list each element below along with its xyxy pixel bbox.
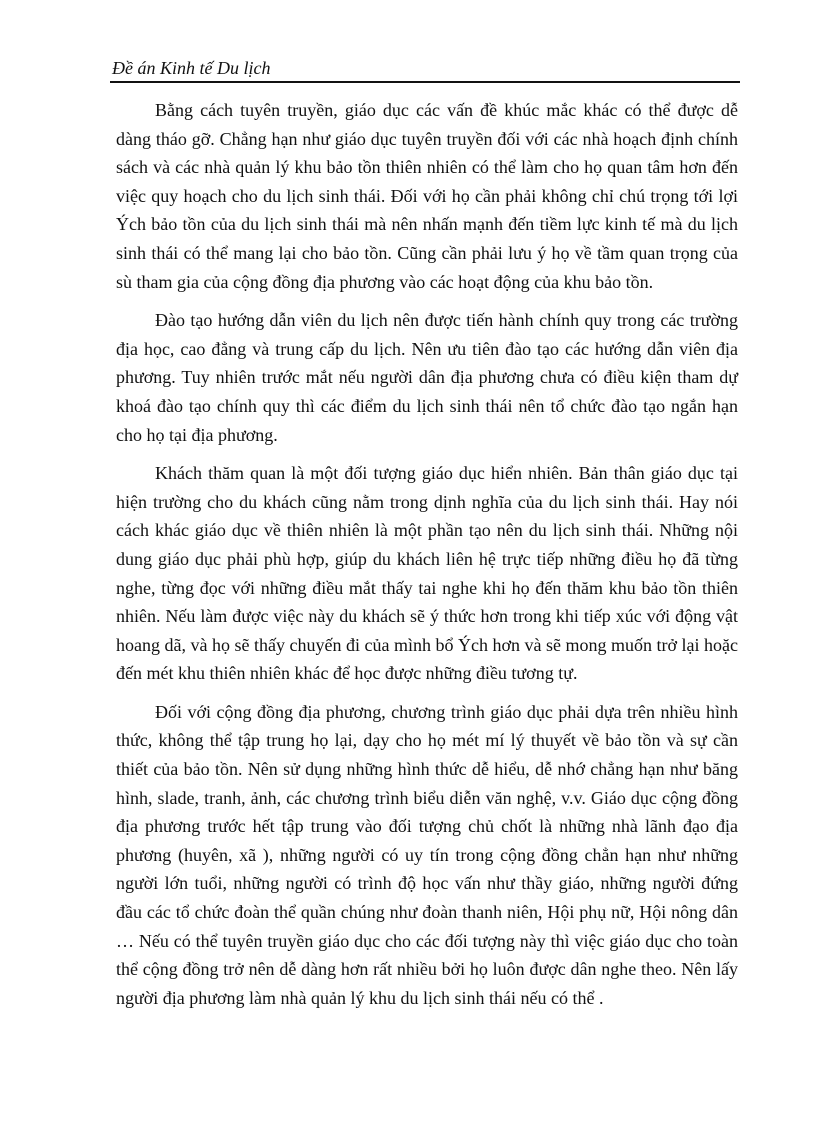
page-header xyxy=(110,54,740,83)
document-body xyxy=(116,96,738,1022)
paragraph-guide-training: Đào tạo hướng dẫn viên du lịch nên được tiến hành chính quy trong các trường địa học, cao đẳng và trung cấp du lịch. Nên ưu tiên đào tạo các hướng dẫn viên địa phương. Tuy nhiên trước mắt nếu người dân địa phương chưa có điều kiện tham dự khoá đào tạo chính quy thì các điểm du lịch sinh thái nên tổ chức đào tạo ngắn hạn cho họ tại địa phương. xyxy=(116,310,738,445)
paragraph-awareness-education: Bằng cách tuyên truyền, giáo dục các vấn đề khúc mắc khác có thể được dễ dàng tháo gỡ. Chẳng hạn như giáo dục tuyên truyền đối với các nhà hoạch định chính sách và các nhà quản lý khu bảo tồn thiên nhiên có thể làm cho họ quan tâm hơn đến việc quy hoạch cho du lịch sinh thái. Đối với họ cần phải không chỉ chú trọng tới lợi Ých bảo tồn của du lịch sinh thái mà nên nhấn mạnh đến tiềm lực kinh tế mà du lịch sinh thái có thể mang lại cho bảo tồn. Cũng cần phải lưu ý họ về tầm quan trọng của sù tham gia của cộng đồng địa phương vào các hoạt động của khu bảo tồn. xyxy=(116,100,738,292)
paragraph-community-education: Đối với cộng đồng địa phương, chương trình giáo dục phải dựa trên nhiều hình thức, không thể tập trung họ lại, dạy cho họ mét mí lý thuyết về bảo tồn và sự cần thiết của bảo tồn. Nên sử dụng những hình thức dễ hiểu, dễ nhớ chẳng hạn như băng hình, slade, tranh, ảnh, các chương trình biểu diễn văn nghệ, v.v. Giáo dục cộng đồng địa phương trước hết tập trung vào đối tượng chủ chốt là những nhà lãnh đạo địa phương (huyên, xã ), những người có uy tín trong cộng đồng chẳn hạn như những người lớn tuổi, những người có trình độ học vấn như thầy giáo, những người đứng đầu các tổ chức đoàn thể quần chúng như đoàn thanh niên, Hội phụ nữ, Hội nông dân … Nếu có thể tuyên truyền giáo dục cho các đối tượng này thì việc giáo dục cho toàn thể cộng đồng trở nên dễ dàng hơn rất nhiều bởi họ luôn được dân nghe theo. Nên lấy người địa phương làm nhà quản lý khu du lịch sinh thái nếu có thể . xyxy=(116,701,738,1008)
document-title: Đề án Kinh tế Du lịch xyxy=(112,58,271,78)
paragraph-visitor-education: Khách thăm quan là một đối tượng giáo dục hiển nhiên. Bản thân giáo dục tại hiện trường cho du khách cũng nằm trong dịnh nghĩa của du lịch sinh thái. Hay nói cách khác giáo dục về thiên nhiên là một phần tạo nên du lịch sinh thái. Những nội dung giáo dục phải phù hợp, giúp du khách liên hệ trực tiếp những điều họ đã từng nghe, từng đọc với những điều mắt thấy tai nghe khi họ đến thăm khu bảo tồn thiên nhiên. Nếu làm được việc này du khách sẽ ý thức hơn trong khi tiếp xúc với động vật hoang dã, và họ sẽ thấy chuyến đi của mình bổ Ých hơn và sẽ mong muốn trở lại hoặc đến mét khu thiên nhiên khác để học được những điều tương tự. xyxy=(116,463,738,684)
